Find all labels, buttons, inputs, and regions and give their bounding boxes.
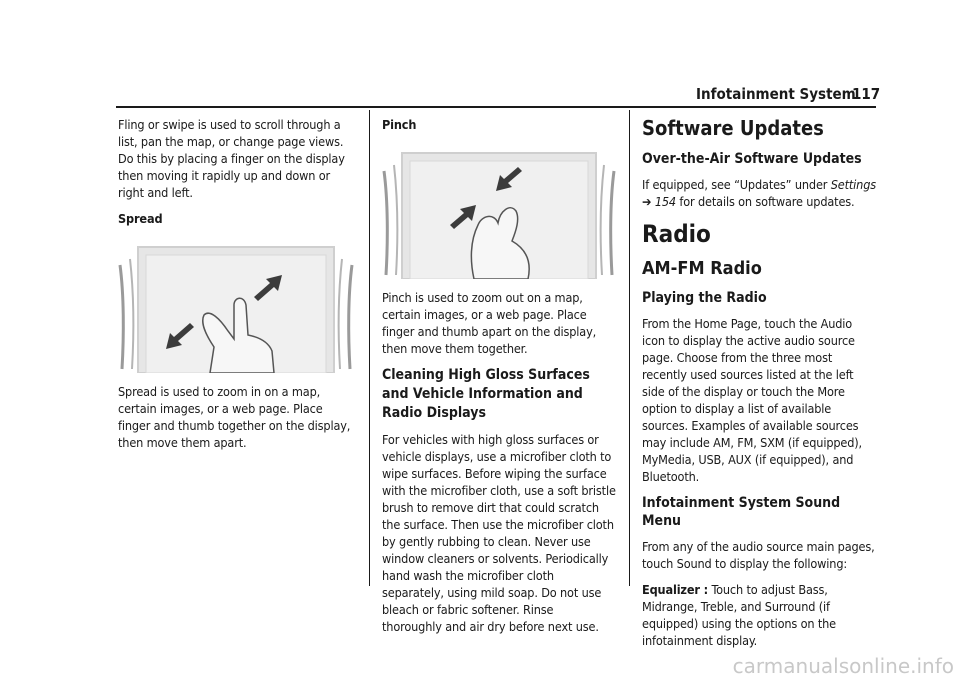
page-number: 117 — [852, 85, 881, 103]
ota-heading: Over-the-Air Software Updates — [642, 151, 862, 167]
playing-radio-heading: Playing the Radio — [642, 290, 767, 306]
cleaning-heading: Cleaning High Gloss Surfaces and Vehicle Information and Radio Displays — [382, 367, 590, 421]
sound-menu-paragraph: From any of the audio source main pages, touch Sound to display the following: — [642, 539, 875, 571]
software-updates-heading: Software Updates — [642, 116, 824, 140]
fling-paragraph: Fling or swipe is used to scroll through a list, pan the map, or change page views. Do this by placing a finger on the display then moving it rapidly up and down or right and left. — [118, 117, 345, 200]
spread-gesture-illustration — [118, 235, 354, 373]
pinch-label: Pinch — [382, 117, 417, 132]
am-fm-radio-heading: AM-FM Radio — [642, 258, 762, 279]
pinch-paragraph: Pinch is used to zoom out on a map, certain images, or a web page. Place finger and thumb apart on the display, then move them together. — [382, 290, 597, 356]
radio-heading: Radio — [642, 220, 711, 248]
spread-paragraph: Spread is used to zoom in on a map, certain images, or a web page. Place finger and thumb together on the display, then move them apart. — [118, 384, 351, 450]
column-divider-2 — [629, 110, 630, 586]
running-header-title: Infotainment System — [696, 85, 856, 103]
pinch-gesture-illustration — [382, 141, 616, 279]
sound-menu-heading: Infotainment System Sound Menu — [642, 495, 841, 529]
footer-watermark — [0, 652, 960, 678]
spread-label: Spread — [118, 211, 163, 226]
ota-paragraph: If equipped, see “Updates” under Settings ➔ 154 for details on software updates. — [642, 177, 877, 209]
watermark-text: carmanualsonline.info — [732, 654, 954, 678]
header-rule — [116, 106, 876, 108]
column-2 — [382, 116, 616, 644]
cleaning-paragraph: For vehicles with high gloss surfaces or vehicle displays, use a microfiber cloth to wipe surfaces. Before wiping the surface with the microfiber cloth, use a soft bristle brush to remove dirt that could scratch the surface. Then use the microfiber cloth by gently rubbing to clean. Never use window cleaners or solvents. Periodically hand wash the microfiber cloth separately, using mild soap. Do not use bleach or fabric softener. Rinse thoroughly and air dry before next use. — [382, 432, 616, 634]
column-3 — [642, 116, 878, 658]
playing-radio-paragraph: From the Home Page, touch the Audio icon to display the active audio source page. Choose from the three most recently used sources listed at the left side of the display or touch the More option to display a list of available sources. Examples of available sources may include AM, FM, SXM (if equipped), MyMedia, USB, AUX (if equipped), and Bluetooth. — [642, 316, 863, 484]
equalizer-label: Equalizer : — [642, 582, 709, 597]
equalizer-paragraph: Equalizer : Touch to adjust Bass, Midrange, Treble, and Surround (if equipped) using the options on the infotainment display. — [642, 582, 837, 648]
settings-link[interactable]: Settings — [830, 177, 877, 192]
column-divider-1 — [369, 110, 370, 586]
page-reference-arrow-icon: ➔ — [642, 194, 652, 209]
page-reference-link[interactable]: 154 — [654, 194, 676, 209]
column-1 — [118, 116, 356, 460]
